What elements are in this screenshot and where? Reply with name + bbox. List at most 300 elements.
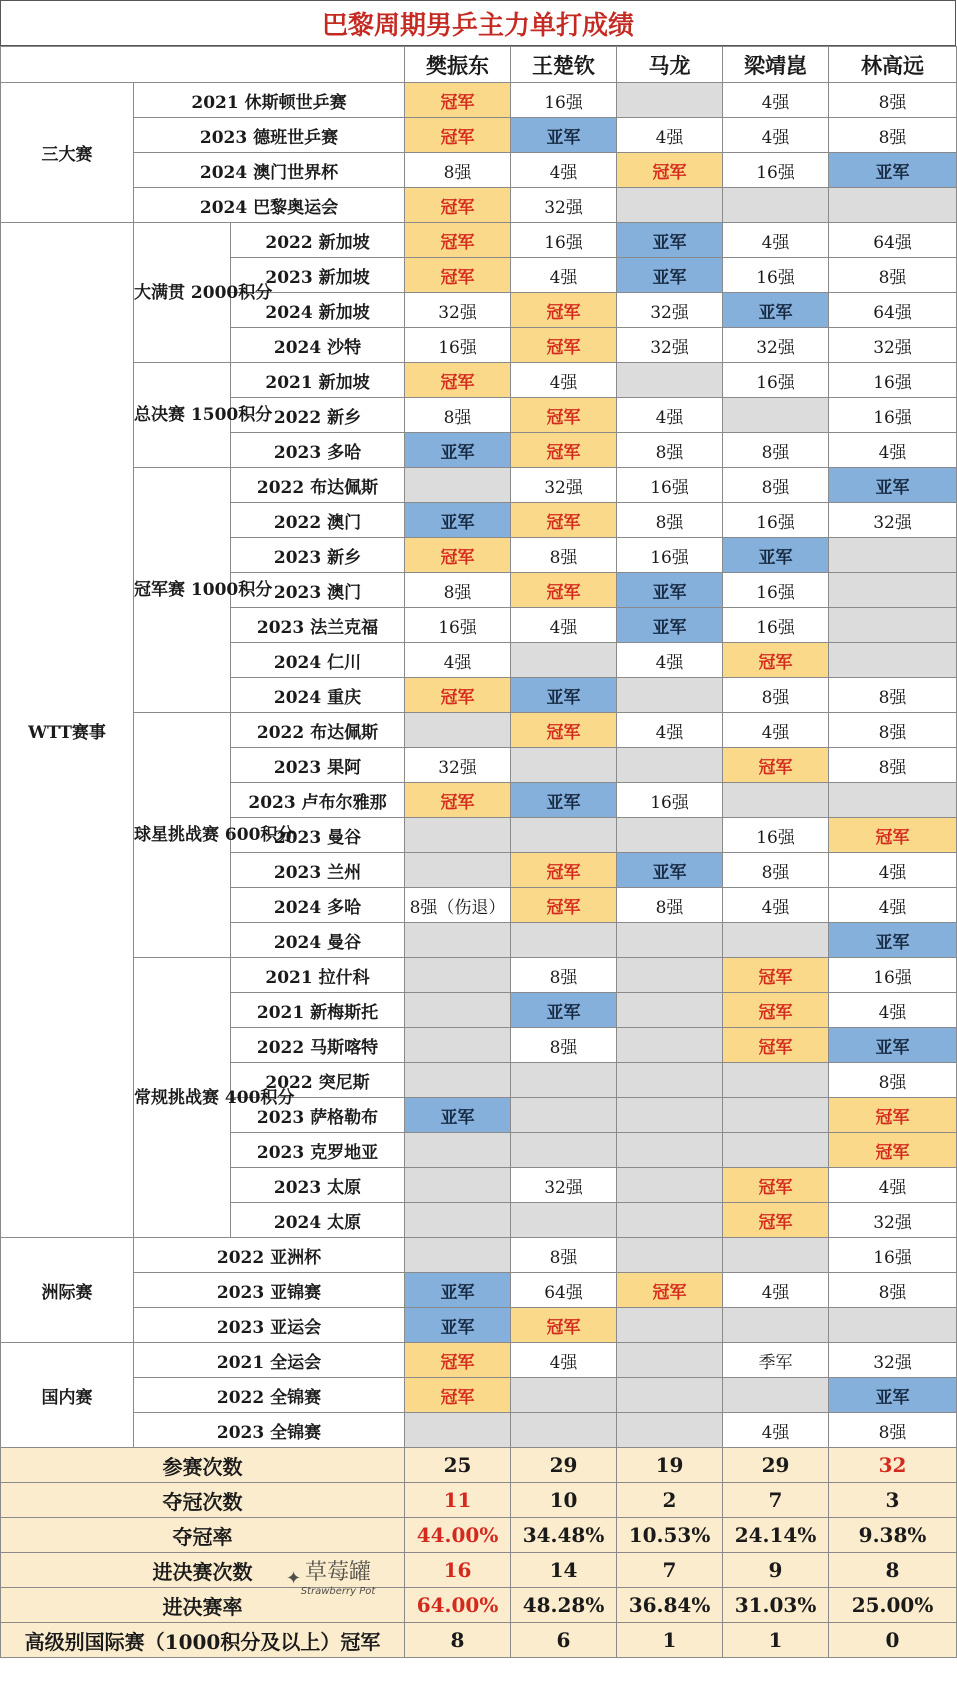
category-label: 三大赛 bbox=[1, 83, 134, 223]
result-cell: 16强 bbox=[829, 958, 957, 993]
result-cell: 8强 bbox=[511, 1238, 617, 1273]
event-label: 2024 多哈 bbox=[231, 888, 405, 923]
stats-label: 进决赛率 bbox=[1, 1588, 405, 1623]
result-cell: 冠军 bbox=[511, 888, 617, 923]
stats-row bbox=[1, 1448, 957, 1483]
stats-value: 48.28% bbox=[511, 1588, 617, 1623]
result-cell bbox=[617, 1133, 723, 1168]
result-cell: 冠军 bbox=[723, 958, 829, 993]
result-cell: 8强 bbox=[829, 1413, 957, 1448]
event-label: 2022 亚洲杯 bbox=[134, 1238, 405, 1273]
result-cell: 季军 bbox=[723, 1343, 829, 1378]
result-cell: 16强 bbox=[405, 328, 511, 363]
result-cell: 8强 bbox=[829, 83, 957, 118]
result-cell: 4强 bbox=[829, 888, 957, 923]
result-cell: 亚军 bbox=[829, 1378, 957, 1413]
player-header: 樊振东 bbox=[405, 47, 511, 83]
result-cell bbox=[405, 1203, 511, 1238]
result-cell bbox=[829, 643, 957, 678]
result-cell bbox=[723, 1063, 829, 1098]
result-cell bbox=[829, 608, 957, 643]
result-cell: 8强 bbox=[511, 538, 617, 573]
result-cell: 8强 bbox=[723, 468, 829, 503]
result-cell bbox=[617, 1378, 723, 1413]
result-cell bbox=[723, 398, 829, 433]
result-cell bbox=[405, 1238, 511, 1273]
result-cell: 8强 bbox=[511, 958, 617, 993]
result-cell: 16强 bbox=[723, 818, 829, 853]
result-cell: 8强（伤退） bbox=[405, 888, 511, 923]
result-cell: 冠军 bbox=[405, 1343, 511, 1378]
stats-value: 29 bbox=[723, 1448, 829, 1483]
event-label: 2021 拉什科 bbox=[231, 958, 405, 993]
result-cell bbox=[405, 818, 511, 853]
result-cell: 16强 bbox=[829, 363, 957, 398]
player-header: 王楚钦 bbox=[511, 47, 617, 83]
player-header: 马龙 bbox=[617, 47, 723, 83]
event-label: 2024 重庆 bbox=[231, 678, 405, 713]
result-cell bbox=[617, 1063, 723, 1098]
result-cell: 8强 bbox=[829, 748, 957, 783]
table-row bbox=[1, 1343, 957, 1378]
result-cell bbox=[617, 748, 723, 783]
page-title: 巴黎周期男乒主力单打成绩 bbox=[0, 0, 956, 46]
stats-value: 9.38% bbox=[829, 1518, 957, 1553]
result-cell: 16强 bbox=[723, 573, 829, 608]
event-label: 2021 新梅斯托 bbox=[231, 993, 405, 1028]
result-cell: 冠军 bbox=[511, 713, 617, 748]
result-cell: 冠军 bbox=[511, 853, 617, 888]
stats-value: 19 bbox=[617, 1448, 723, 1483]
stats-value: 10.53% bbox=[617, 1518, 723, 1553]
result-cell: 8强 bbox=[723, 678, 829, 713]
result-cell: 16强 bbox=[829, 1238, 957, 1273]
result-cell: 64强 bbox=[829, 223, 957, 258]
result-cell bbox=[405, 1168, 511, 1203]
result-cell: 4强 bbox=[617, 713, 723, 748]
result-cell: 亚军 bbox=[405, 1308, 511, 1343]
table-row bbox=[1, 363, 957, 398]
result-cell: 冠军 bbox=[511, 398, 617, 433]
result-cell: 32强 bbox=[405, 293, 511, 328]
result-cell: 冠军 bbox=[617, 153, 723, 188]
event-label: 2023 亚锦赛 bbox=[134, 1273, 405, 1308]
stats-row bbox=[1, 1553, 957, 1588]
result-cell bbox=[617, 1413, 723, 1448]
result-cell: 16强 bbox=[723, 258, 829, 293]
result-cell: 16强 bbox=[723, 608, 829, 643]
table-row bbox=[1, 1308, 957, 1343]
event-label: 2024 沙特 bbox=[231, 328, 405, 363]
result-cell: 16强 bbox=[617, 783, 723, 818]
result-cell: 8强 bbox=[829, 258, 957, 293]
result-cell bbox=[617, 958, 723, 993]
result-cell: 冠军 bbox=[723, 1028, 829, 1063]
result-cell bbox=[617, 1028, 723, 1063]
event-label: 2022 突尼斯 bbox=[231, 1063, 405, 1098]
table-row bbox=[1, 1238, 957, 1273]
result-cell: 4强 bbox=[829, 853, 957, 888]
result-cell: 8强 bbox=[723, 853, 829, 888]
watermark-text: 草莓罐 bbox=[304, 1560, 371, 1585]
subcategory-label: 常规挑战赛 400积分 bbox=[134, 958, 231, 1238]
stats-value: 7 bbox=[617, 1553, 723, 1588]
table-row bbox=[1, 223, 957, 258]
result-cell: 冠军 bbox=[511, 433, 617, 468]
result-cell bbox=[829, 188, 957, 223]
stats-label: 夺冠次数 bbox=[1, 1483, 405, 1518]
result-cell bbox=[723, 1308, 829, 1343]
event-label: 2024 太原 bbox=[231, 1203, 405, 1238]
stats-label: 参赛次数 bbox=[1, 1448, 405, 1483]
event-label: 2023 果阿 bbox=[231, 748, 405, 783]
result-cell: 32强 bbox=[511, 1168, 617, 1203]
table-row bbox=[1, 713, 957, 748]
result-cell: 32强 bbox=[829, 1203, 957, 1238]
event-label: 2023 亚运会 bbox=[134, 1308, 405, 1343]
result-cell: 4强 bbox=[829, 1168, 957, 1203]
stats-row bbox=[1, 1483, 957, 1518]
result-cell bbox=[829, 538, 957, 573]
event-label: 2022 全锦赛 bbox=[134, 1378, 405, 1413]
event-label: 2023 萨格勒布 bbox=[231, 1098, 405, 1133]
result-cell: 亚军 bbox=[511, 783, 617, 818]
stats-value: 7 bbox=[723, 1483, 829, 1518]
event-label: 2022 新乡 bbox=[231, 398, 405, 433]
result-cell: 16强 bbox=[511, 223, 617, 258]
result-cell bbox=[617, 993, 723, 1028]
result-cell: 冠军 bbox=[511, 573, 617, 608]
result-cell bbox=[723, 1378, 829, 1413]
result-cell bbox=[405, 853, 511, 888]
result-cell bbox=[617, 1343, 723, 1378]
result-cell: 32强 bbox=[405, 748, 511, 783]
event-label: 2021 新加坡 bbox=[231, 363, 405, 398]
result-cell: 冠军 bbox=[723, 643, 829, 678]
stats-value: 14 bbox=[511, 1553, 617, 1588]
player-header: 梁靖崑 bbox=[723, 47, 829, 83]
result-cell: 冠军 bbox=[511, 503, 617, 538]
result-cell bbox=[405, 1063, 511, 1098]
event-label: 2024 仁川 bbox=[231, 643, 405, 678]
event-label: 2022 马斯喀特 bbox=[231, 1028, 405, 1063]
result-cell bbox=[405, 1133, 511, 1168]
result-cell: 冠军 bbox=[405, 363, 511, 398]
result-cell: 16强 bbox=[723, 503, 829, 538]
result-cell: 16强 bbox=[829, 398, 957, 433]
result-cell bbox=[617, 678, 723, 713]
player-header: 林高远 bbox=[829, 47, 957, 83]
result-cell bbox=[617, 363, 723, 398]
stats-label: 夺冠率 bbox=[1, 1518, 405, 1553]
result-cell: 冠军 bbox=[617, 1273, 723, 1308]
result-cell: 32强 bbox=[829, 1343, 957, 1378]
table-row bbox=[1, 83, 957, 118]
result-cell: 冠军 bbox=[723, 993, 829, 1028]
result-cell: 冠军 bbox=[405, 83, 511, 118]
table-row bbox=[1, 1413, 957, 1448]
stats-value: 8 bbox=[405, 1623, 511, 1658]
result-cell bbox=[405, 1413, 511, 1448]
result-cell: 冠军 bbox=[405, 678, 511, 713]
result-cell: 32强 bbox=[511, 188, 617, 223]
table-row bbox=[1, 958, 957, 993]
result-cell bbox=[617, 1168, 723, 1203]
result-cell bbox=[617, 188, 723, 223]
result-cell: 32强 bbox=[723, 328, 829, 363]
category-label: 国内赛 bbox=[1, 1343, 134, 1448]
stats-value: 3 bbox=[829, 1483, 957, 1518]
stats-row bbox=[1, 1588, 957, 1623]
result-cell bbox=[617, 83, 723, 118]
sparkle-icon: ✦ bbox=[286, 1568, 302, 1589]
stats-value: 24.14% bbox=[723, 1518, 829, 1553]
event-label: 2024 曼谷 bbox=[231, 923, 405, 958]
result-cell: 4强 bbox=[723, 83, 829, 118]
result-cell: 冠军 bbox=[405, 118, 511, 153]
result-cell: 4强 bbox=[723, 713, 829, 748]
result-cell: 4强 bbox=[405, 643, 511, 678]
result-cell: 8强 bbox=[617, 433, 723, 468]
result-cell bbox=[829, 1308, 957, 1343]
result-cell bbox=[511, 1203, 617, 1238]
result-cell bbox=[511, 1378, 617, 1413]
event-label: 2022 新加坡 bbox=[231, 223, 405, 258]
result-cell: 4强 bbox=[511, 1343, 617, 1378]
stats-value: 64.00% bbox=[405, 1588, 511, 1623]
result-cell: 8强 bbox=[617, 503, 723, 538]
result-cell: 4强 bbox=[723, 1273, 829, 1308]
result-cell: 4强 bbox=[829, 433, 957, 468]
event-label: 2024 澳门世界杯 bbox=[134, 153, 405, 188]
stats-value: 1 bbox=[723, 1623, 829, 1658]
result-cell: 16强 bbox=[405, 608, 511, 643]
event-label: 2024 巴黎奥运会 bbox=[134, 188, 405, 223]
result-cell: 8强 bbox=[405, 398, 511, 433]
result-cell bbox=[617, 1203, 723, 1238]
result-cell: 32强 bbox=[829, 328, 957, 363]
event-label: 2023 克罗地亚 bbox=[231, 1133, 405, 1168]
event-label: 2023 新加坡 bbox=[231, 258, 405, 293]
stats-value: 2 bbox=[617, 1483, 723, 1518]
result-cell: 4强 bbox=[511, 258, 617, 293]
event-label: 2021 休斯顿世乒赛 bbox=[134, 83, 405, 118]
result-cell: 32强 bbox=[617, 328, 723, 363]
result-cell bbox=[617, 1238, 723, 1273]
result-cell: 冠军 bbox=[511, 328, 617, 363]
result-cell bbox=[511, 643, 617, 678]
stats-value: 29 bbox=[511, 1448, 617, 1483]
stats-value: 31.03% bbox=[723, 1588, 829, 1623]
result-cell bbox=[511, 1063, 617, 1098]
result-cell: 冠军 bbox=[405, 188, 511, 223]
result-cell bbox=[617, 1308, 723, 1343]
header-corner bbox=[1, 47, 405, 83]
subcategory-label: 总决赛 1500积分 bbox=[134, 363, 231, 468]
result-cell: 亚军 bbox=[829, 153, 957, 188]
result-cell: 亚军 bbox=[617, 573, 723, 608]
result-cell bbox=[405, 923, 511, 958]
stats-row bbox=[1, 1518, 957, 1553]
result-cell bbox=[511, 1098, 617, 1133]
stats-label: 高级别国际赛（1000积分及以上）冠军 bbox=[1, 1623, 405, 1658]
result-cell: 64强 bbox=[511, 1273, 617, 1308]
event-label: 2023 全锦赛 bbox=[134, 1413, 405, 1448]
table-row bbox=[1, 1378, 957, 1413]
event-label: 2021 全运会 bbox=[134, 1343, 405, 1378]
result-cell: 16强 bbox=[511, 83, 617, 118]
result-cell: 16强 bbox=[723, 153, 829, 188]
subcategory-label: 球星挑战赛 600积分 bbox=[134, 713, 231, 958]
event-label: 2023 德班世乒赛 bbox=[134, 118, 405, 153]
result-cell bbox=[617, 818, 723, 853]
result-cell: 4强 bbox=[723, 223, 829, 258]
result-cell: 4强 bbox=[617, 118, 723, 153]
result-cell bbox=[723, 923, 829, 958]
stats-value: 0 bbox=[829, 1623, 957, 1658]
stats-row bbox=[1, 1623, 957, 1658]
result-cell: 8强 bbox=[829, 1273, 957, 1308]
result-cell bbox=[829, 783, 957, 818]
result-cell bbox=[511, 748, 617, 783]
result-cell bbox=[723, 783, 829, 818]
event-label: 2023 法兰克福 bbox=[231, 608, 405, 643]
result-cell bbox=[405, 713, 511, 748]
result-cell: 冠军 bbox=[405, 1378, 511, 1413]
category-label: WTT赛事 bbox=[1, 223, 134, 1238]
result-cell: 32强 bbox=[829, 503, 957, 538]
stats-value: 9 bbox=[723, 1553, 829, 1588]
event-label: 2023 卢布尔雅那 bbox=[231, 783, 405, 818]
result-cell: 4强 bbox=[511, 153, 617, 188]
subcategory-label: 冠军赛 1000积分 bbox=[134, 468, 231, 713]
result-cell: 4强 bbox=[723, 1413, 829, 1448]
stats-label: 进决赛次数 bbox=[1, 1553, 405, 1588]
result-cell: 4强 bbox=[723, 118, 829, 153]
result-cell: 冠军 bbox=[511, 293, 617, 328]
watermark-subtext: Strawberry Pot bbox=[300, 1586, 376, 1597]
result-cell: 亚军 bbox=[829, 1028, 957, 1063]
result-cell: 8强 bbox=[617, 888, 723, 923]
result-cell: 冠军 bbox=[829, 818, 957, 853]
result-cell: 8强 bbox=[829, 678, 957, 713]
result-cell: 冠军 bbox=[511, 1308, 617, 1343]
stats-value: 6 bbox=[511, 1623, 617, 1658]
table-row bbox=[1, 188, 957, 223]
stats-value: 44.00% bbox=[405, 1518, 511, 1553]
stats-value: 1 bbox=[617, 1623, 723, 1658]
result-cell: 亚军 bbox=[723, 538, 829, 573]
result-cell: 亚军 bbox=[405, 503, 511, 538]
result-cell: 亚军 bbox=[405, 1273, 511, 1308]
event-label: 2022 澳门 bbox=[231, 503, 405, 538]
event-label: 2023 新乡 bbox=[231, 538, 405, 573]
event-label: 2022 布达佩斯 bbox=[231, 713, 405, 748]
result-cell bbox=[511, 818, 617, 853]
results-table bbox=[0, 46, 957, 1658]
result-cell: 32强 bbox=[511, 468, 617, 503]
event-label: 2023 兰州 bbox=[231, 853, 405, 888]
result-cell bbox=[405, 993, 511, 1028]
result-cell: 冠军 bbox=[405, 783, 511, 818]
stats-value: 11 bbox=[405, 1483, 511, 1518]
result-cell bbox=[723, 1238, 829, 1273]
stats-value: 8 bbox=[829, 1553, 957, 1588]
result-cell: 亚军 bbox=[511, 678, 617, 713]
stats-value: 25 bbox=[405, 1448, 511, 1483]
result-cell: 冠军 bbox=[829, 1098, 957, 1133]
stats-value: 32 bbox=[829, 1448, 957, 1483]
table-row bbox=[1, 1273, 957, 1308]
result-cell: 亚军 bbox=[511, 993, 617, 1028]
result-cell bbox=[723, 1133, 829, 1168]
result-cell: 冠军 bbox=[723, 1168, 829, 1203]
result-cell: 4强 bbox=[829, 993, 957, 1028]
result-cell: 冠军 bbox=[405, 538, 511, 573]
result-cell: 16强 bbox=[723, 363, 829, 398]
table-row bbox=[1, 118, 957, 153]
result-cell: 亚军 bbox=[405, 433, 511, 468]
result-cell bbox=[405, 1028, 511, 1063]
result-cell bbox=[723, 188, 829, 223]
result-cell: 4强 bbox=[511, 608, 617, 643]
result-cell: 4强 bbox=[723, 888, 829, 923]
result-cell bbox=[405, 468, 511, 503]
event-label: 2023 太原 bbox=[231, 1168, 405, 1203]
result-cell bbox=[511, 1413, 617, 1448]
subcategory-label: 大满贯 2000积分 bbox=[134, 223, 231, 363]
result-cell: 8强 bbox=[511, 1028, 617, 1063]
result-cell: 冠军 bbox=[405, 223, 511, 258]
table-row bbox=[1, 468, 957, 503]
result-cell bbox=[511, 1133, 617, 1168]
table-row bbox=[1, 153, 957, 188]
result-cell bbox=[723, 1098, 829, 1133]
result-cell: 冠军 bbox=[723, 748, 829, 783]
stats-value: 16 bbox=[405, 1553, 511, 1588]
result-cell: 8强 bbox=[829, 1063, 957, 1098]
header-row bbox=[1, 47, 957, 83]
result-cell: 16强 bbox=[617, 468, 723, 503]
result-cell: 亚军 bbox=[829, 468, 957, 503]
result-cell: 亚军 bbox=[829, 923, 957, 958]
result-cell: 亚军 bbox=[723, 293, 829, 328]
event-label: 2023 曼谷 bbox=[231, 818, 405, 853]
event-label: 2023 多哈 bbox=[231, 433, 405, 468]
event-label: 2024 新加坡 bbox=[231, 293, 405, 328]
result-cell: 16强 bbox=[617, 538, 723, 573]
result-cell: 亚军 bbox=[617, 258, 723, 293]
stats-value: 34.48% bbox=[511, 1518, 617, 1553]
result-cell bbox=[617, 923, 723, 958]
result-cell: 8强 bbox=[829, 713, 957, 748]
result-cell: 8强 bbox=[405, 573, 511, 608]
result-cell: 8强 bbox=[405, 153, 511, 188]
result-cell: 亚军 bbox=[617, 223, 723, 258]
stats-value: 10 bbox=[511, 1483, 617, 1518]
stats-value: 36.84% bbox=[617, 1588, 723, 1623]
result-cell: 8强 bbox=[829, 118, 957, 153]
result-cell: 8强 bbox=[723, 433, 829, 468]
result-cell: 64强 bbox=[829, 293, 957, 328]
result-cell: 冠军 bbox=[829, 1133, 957, 1168]
result-cell: 冠军 bbox=[723, 1203, 829, 1238]
event-label: 2023 澳门 bbox=[231, 573, 405, 608]
result-cell: 4强 bbox=[617, 643, 723, 678]
result-cell: 冠军 bbox=[405, 258, 511, 293]
result-cell: 亚军 bbox=[405, 1098, 511, 1133]
result-cell: 4强 bbox=[617, 398, 723, 433]
